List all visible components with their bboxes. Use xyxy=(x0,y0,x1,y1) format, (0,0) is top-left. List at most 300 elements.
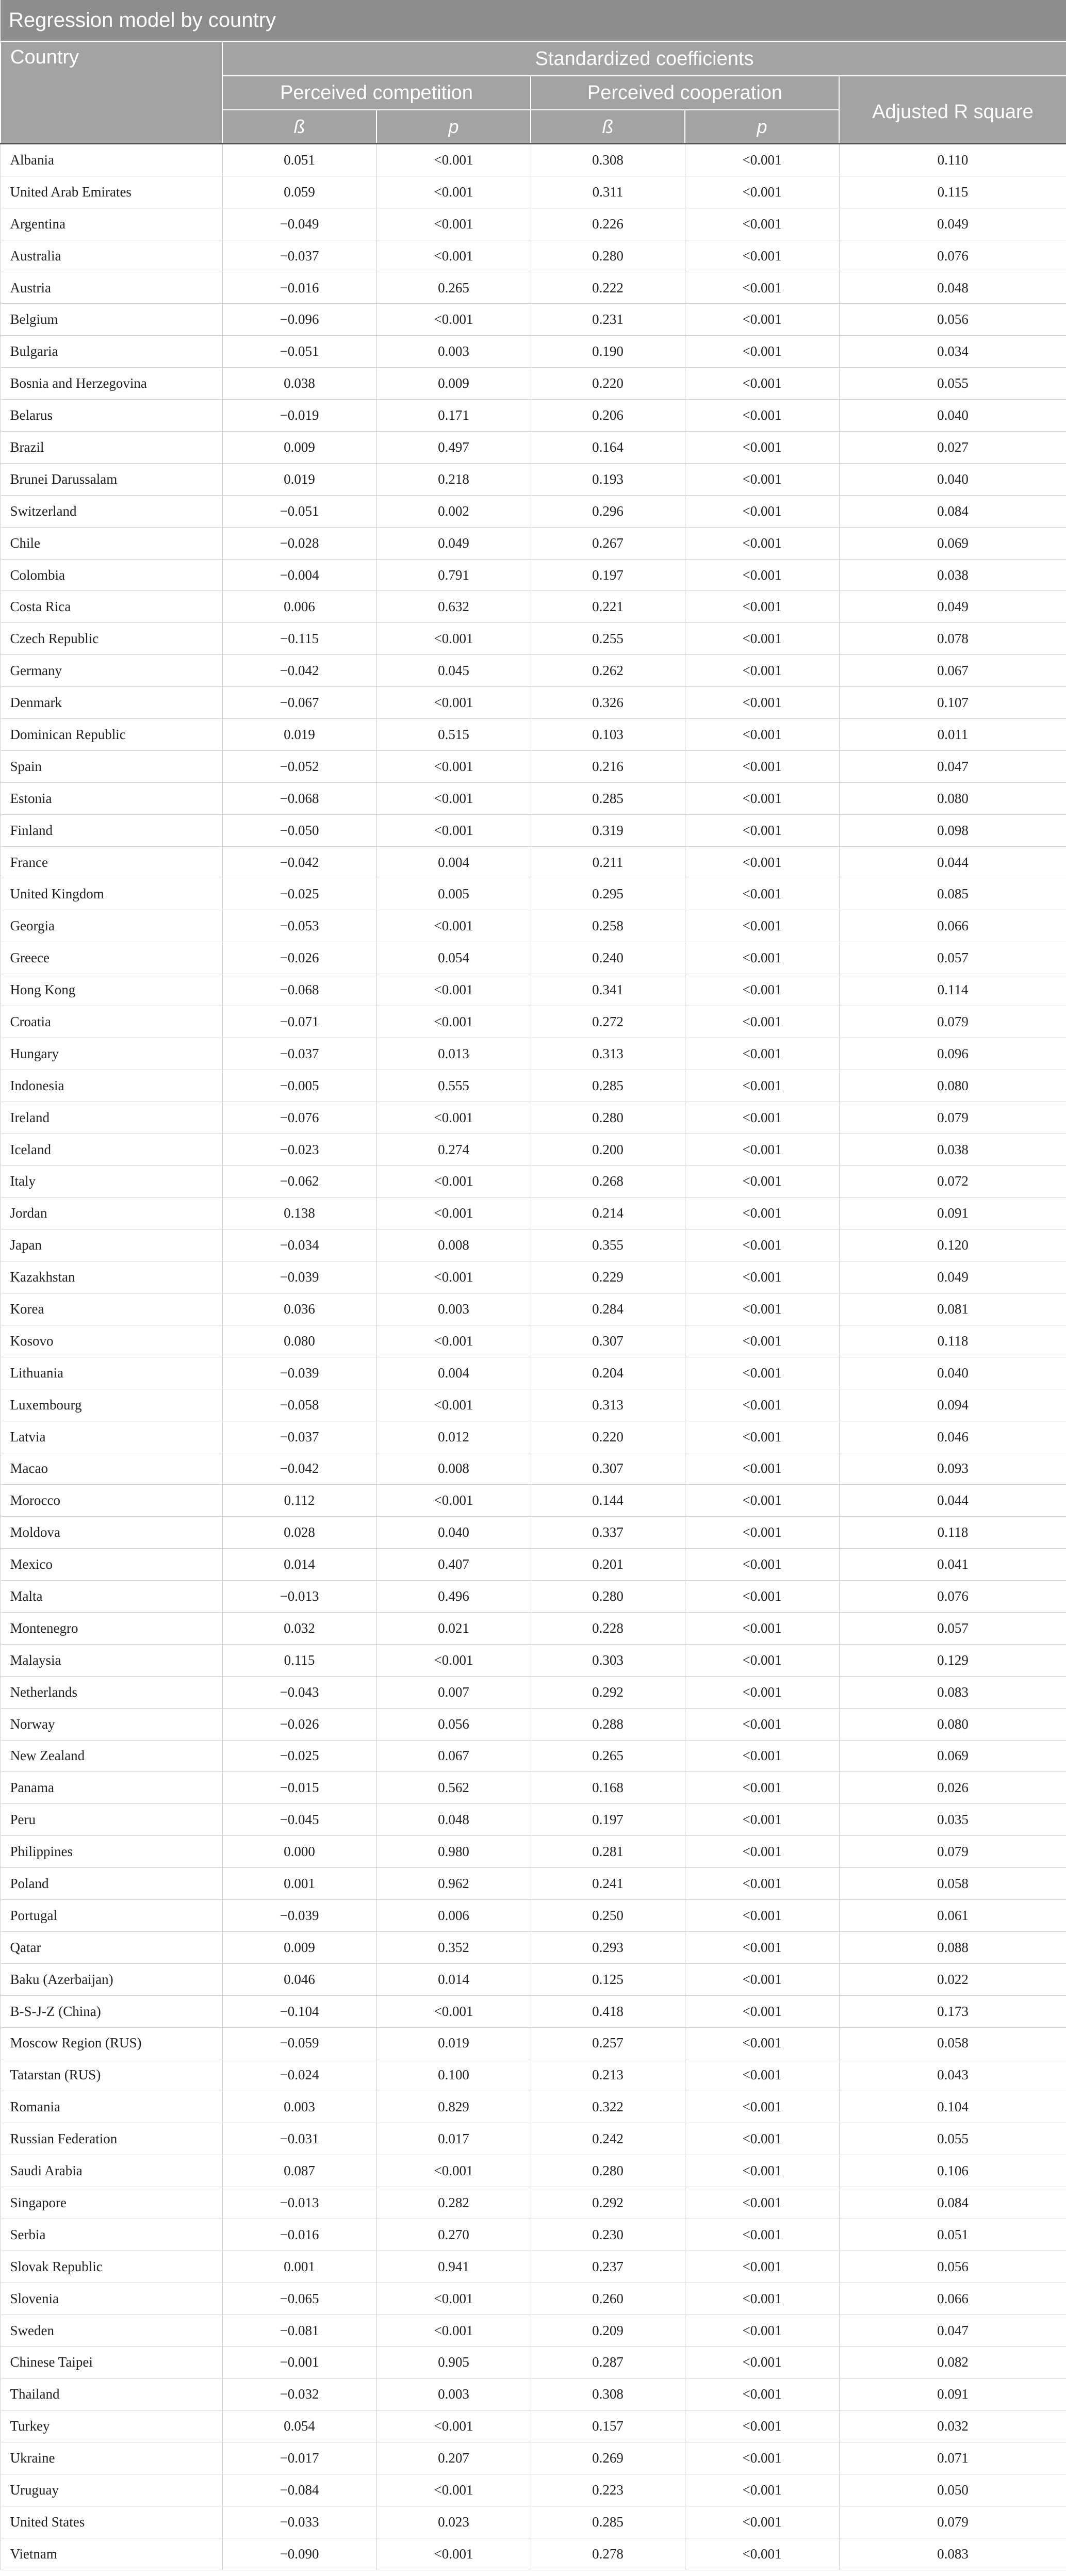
cooperation-p-cell: <0.001 xyxy=(685,1197,839,1229)
cooperation-beta-cell: 0.222 xyxy=(531,272,685,304)
adjusted-r-square-cell: 0.084 xyxy=(839,2187,1066,2219)
adjusted-r-square-cell: 0.079 xyxy=(839,1006,1066,1038)
cooperation-beta-cell: 0.313 xyxy=(531,1038,685,1070)
table-row xyxy=(1,687,1066,719)
competition-p-cell: 0.497 xyxy=(376,432,531,464)
cooperation-p-cell: <0.001 xyxy=(685,527,839,559)
cooperation-beta-cell: 0.220 xyxy=(531,1421,685,1453)
table-row xyxy=(1,304,1066,336)
table-row xyxy=(1,591,1066,623)
country-column-header: Country xyxy=(1,42,222,144)
competition-beta-cell: 0.038 xyxy=(222,368,376,400)
competition-p-cell: <0.001 xyxy=(376,1166,531,1197)
table-row xyxy=(1,1549,1066,1581)
country-cell: Austria xyxy=(1,272,222,304)
cooperation-p-cell: <0.001 xyxy=(685,1229,839,1261)
competition-beta-cell: −0.081 xyxy=(222,2315,376,2347)
cooperation-beta-cell: 0.341 xyxy=(531,974,685,1006)
table-row xyxy=(1,463,1066,495)
competition-p-cell: 0.270 xyxy=(376,2219,531,2251)
competition-beta-cell: −0.025 xyxy=(222,1740,376,1772)
competition-beta-cell: 0.000 xyxy=(222,1836,376,1868)
cooperation-p-cell: <0.001 xyxy=(685,1708,839,1740)
competition-p-header: p xyxy=(376,110,531,144)
country-cell: Denmark xyxy=(1,687,222,719)
cooperation-p-cell: <0.001 xyxy=(685,1293,839,1325)
competition-p-cell: <0.001 xyxy=(376,144,531,176)
adjusted-r-square-cell: 0.032 xyxy=(839,2410,1066,2442)
adjusted-r-square-cell: 0.107 xyxy=(839,687,1066,719)
cooperation-p-cell: <0.001 xyxy=(685,240,839,272)
table-row xyxy=(1,910,1066,942)
competition-p-cell: 0.017 xyxy=(376,2123,531,2155)
competition-beta-cell: −0.017 xyxy=(222,2442,376,2474)
country-cell: Mexico xyxy=(1,1549,222,1581)
cooperation-beta-cell: 0.285 xyxy=(531,2506,685,2538)
cooperation-beta-cell: 0.287 xyxy=(531,2347,685,2378)
competition-beta-cell: −0.051 xyxy=(222,495,376,527)
adjusted-r-square-cell: 0.076 xyxy=(839,1581,1066,1613)
country-cell: Finland xyxy=(1,814,222,846)
cooperation-p-cell: <0.001 xyxy=(685,1804,839,1836)
country-cell: Chinese Taipei xyxy=(1,2347,222,2378)
cooperation-beta-cell: 0.230 xyxy=(531,2219,685,2251)
competition-p-cell: 0.003 xyxy=(376,336,531,368)
country-cell: Chile xyxy=(1,527,222,559)
cooperation-beta-cell: 0.262 xyxy=(531,655,685,687)
table-row xyxy=(1,1868,1066,1900)
country-cell: Saudi Arabia xyxy=(1,2155,222,2187)
competition-beta-cell: −0.015 xyxy=(222,1772,376,1804)
adjusted-r-square-cell: 0.110 xyxy=(839,144,1066,176)
cooperation-beta-cell: 0.241 xyxy=(531,1868,685,1900)
country-cell: United Kingdom xyxy=(1,878,222,910)
adjusted-r-square-cell: 0.104 xyxy=(839,2091,1066,2123)
competition-beta-cell: −0.076 xyxy=(222,1102,376,1134)
table-row xyxy=(1,2027,1066,2059)
adjusted-r-square-cell: 0.057 xyxy=(839,1612,1066,1644)
competition-beta-cell: −0.050 xyxy=(222,814,376,846)
competition-beta-cell: −0.084 xyxy=(222,2474,376,2506)
competition-beta-cell: −0.001 xyxy=(222,2347,376,2378)
adjusted-r-square-cell: 0.046 xyxy=(839,1421,1066,1453)
competition-beta-cell: 0.009 xyxy=(222,432,376,464)
cooperation-beta-cell: 0.229 xyxy=(531,1261,685,1293)
competition-p-cell: 0.048 xyxy=(376,1804,531,1836)
cooperation-p-cell: <0.001 xyxy=(685,591,839,623)
cooperation-beta-cell: 0.226 xyxy=(531,208,685,240)
competition-beta-cell: 0.087 xyxy=(222,2155,376,2187)
country-cell: B-S-J-Z (China) xyxy=(1,1995,222,2027)
cooperation-p-cell: <0.001 xyxy=(685,2378,839,2410)
cooperation-p-cell: <0.001 xyxy=(685,2251,839,2283)
adjusted-r-square-cell: 0.022 xyxy=(839,1963,1066,1995)
competition-p-cell: 0.274 xyxy=(376,1134,531,1166)
country-cell: Belgium xyxy=(1,304,222,336)
adjusted-r-square-cell: 0.048 xyxy=(839,272,1066,304)
competition-beta-cell: 0.006 xyxy=(222,591,376,623)
table-row xyxy=(1,1197,1066,1229)
cooperation-beta-cell: 0.284 xyxy=(531,1293,685,1325)
cooperation-p-cell: <0.001 xyxy=(685,1453,839,1485)
adjusted-r-square-cell: 0.049 xyxy=(839,208,1066,240)
competition-beta-cell: −0.068 xyxy=(222,974,376,1006)
competition-beta-cell: −0.065 xyxy=(222,2283,376,2315)
competition-beta-cell: −0.019 xyxy=(222,400,376,432)
cooperation-beta-cell: 0.265 xyxy=(531,1740,685,1772)
country-cell: Tatarstan (RUS) xyxy=(1,2059,222,2091)
cooperation-p-cell: <0.001 xyxy=(685,2283,839,2315)
competition-beta-cell: −0.016 xyxy=(222,272,376,304)
competition-p-cell: <0.001 xyxy=(376,750,531,782)
cooperation-beta-cell: 0.272 xyxy=(531,1006,685,1038)
competition-p-cell: 0.562 xyxy=(376,1772,531,1804)
table-row xyxy=(1,1517,1066,1549)
cooperation-beta-cell: 0.278 xyxy=(531,2538,685,2570)
table-row xyxy=(1,176,1066,208)
competition-beta-cell: −0.028 xyxy=(222,527,376,559)
cooperation-p-cell: <0.001 xyxy=(685,942,839,974)
competition-p-cell: <0.001 xyxy=(376,1102,531,1134)
table-row xyxy=(1,2155,1066,2187)
competition-p-cell: 0.013 xyxy=(376,1038,531,1070)
adjusted-r-square-cell: 0.051 xyxy=(839,2219,1066,2251)
adjusted-r-square-cell: 0.106 xyxy=(839,2155,1066,2187)
cooperation-beta-cell: 0.168 xyxy=(531,1772,685,1804)
adjusted-r-square-cell: 0.088 xyxy=(839,1931,1066,1963)
competition-p-cell: 0.021 xyxy=(376,1612,531,1644)
competition-beta-cell: 0.014 xyxy=(222,1549,376,1581)
adjusted-r-square-cell: 0.118 xyxy=(839,1517,1066,1549)
cooperation-p-cell: <0.001 xyxy=(685,1772,839,1804)
competition-beta-cell: −0.025 xyxy=(222,878,376,910)
competition-beta-cell: 0.051 xyxy=(222,144,376,176)
competition-p-cell: 0.040 xyxy=(376,1517,531,1549)
country-cell: Vietnam xyxy=(1,2538,222,2570)
country-cell: Macao xyxy=(1,1453,222,1485)
cooperation-beta-cell: 0.308 xyxy=(531,144,685,176)
adjusted-r-square-cell: 0.066 xyxy=(839,910,1066,942)
adjusted-r-square-cell: 0.041 xyxy=(839,1549,1066,1581)
cooperation-beta-cell: 0.204 xyxy=(531,1357,685,1389)
competition-p-cell: 0.100 xyxy=(376,2059,531,2091)
competition-beta-cell: −0.016 xyxy=(222,2219,376,2251)
country-cell: Japan xyxy=(1,1229,222,1261)
competition-p-cell: 0.407 xyxy=(376,1549,531,1581)
cooperation-beta-cell: 0.164 xyxy=(531,432,685,464)
cooperation-p-cell: <0.001 xyxy=(685,368,839,400)
country-cell: France xyxy=(1,846,222,878)
adjusted-r-square-cell: 0.040 xyxy=(839,400,1066,432)
cooperation-beta-cell: 0.260 xyxy=(531,2283,685,2315)
cooperation-beta-cell: 0.257 xyxy=(531,2027,685,2059)
competition-p-cell: 0.265 xyxy=(376,272,531,304)
cooperation-beta-cell: 0.223 xyxy=(531,2474,685,2506)
competition-p-cell: 0.555 xyxy=(376,1070,531,1102)
cooperation-beta-cell: 0.228 xyxy=(531,1612,685,1644)
competition-p-cell: 0.009 xyxy=(376,368,531,400)
cooperation-p-cell: <0.001 xyxy=(685,623,839,655)
adjusted-r-square-cell: 0.011 xyxy=(839,719,1066,751)
cooperation-p-cell: <0.001 xyxy=(685,1485,839,1517)
cooperation-p-cell: <0.001 xyxy=(685,495,839,527)
cooperation-beta-cell: 0.280 xyxy=(531,1102,685,1134)
cooperation-beta-cell: 0.197 xyxy=(531,559,685,591)
adjusted-r-square-cell: 0.040 xyxy=(839,1357,1066,1389)
competition-p-cell: <0.001 xyxy=(376,2283,531,2315)
cooperation-p-cell: <0.001 xyxy=(685,144,839,176)
country-cell: Brazil xyxy=(1,432,222,464)
cooperation-p-cell: <0.001 xyxy=(685,1995,839,2027)
cooperation-beta-cell: 0.103 xyxy=(531,719,685,751)
competition-beta-cell: −0.026 xyxy=(222,942,376,974)
table-row xyxy=(1,1581,1066,1613)
cooperation-p-cell: <0.001 xyxy=(685,687,839,719)
table-row xyxy=(1,240,1066,272)
table-row xyxy=(1,2251,1066,2283)
cooperation-beta-cell: 0.220 xyxy=(531,368,685,400)
cooperation-beta-cell: 0.157 xyxy=(531,2410,685,2442)
country-cell: Kosovo xyxy=(1,1325,222,1357)
table-row xyxy=(1,336,1066,368)
cooperation-beta-cell: 0.293 xyxy=(531,1931,685,1963)
table-row xyxy=(1,1261,1066,1293)
table-row xyxy=(1,1995,1066,2027)
cooperation-p-cell: <0.001 xyxy=(685,1963,839,1995)
cooperation-p-cell: <0.001 xyxy=(685,1899,839,1931)
country-cell: United Arab Emirates xyxy=(1,176,222,208)
country-cell: Serbia xyxy=(1,2219,222,2251)
cooperation-beta-cell: 0.211 xyxy=(531,846,685,878)
adjusted-r-square-cell: 0.129 xyxy=(839,1644,1066,1676)
adjusted-r-square-cell: 0.098 xyxy=(839,814,1066,846)
competition-p-cell: <0.001 xyxy=(376,304,531,336)
cooperation-beta-cell: 0.213 xyxy=(531,2059,685,2091)
competition-beta-cell: −0.115 xyxy=(222,623,376,655)
adjusted-r-square-cell: 0.049 xyxy=(839,1261,1066,1293)
competition-p-cell: <0.001 xyxy=(376,208,531,240)
table-row xyxy=(1,1453,1066,1485)
country-cell: Netherlands xyxy=(1,1676,222,1708)
cooperation-p-cell: <0.001 xyxy=(685,559,839,591)
competition-beta-cell: −0.013 xyxy=(222,2187,376,2219)
table-row xyxy=(1,2474,1066,2506)
country-cell: Korea xyxy=(1,1293,222,1325)
table-row xyxy=(1,1357,1066,1389)
cooperation-beta-cell: 0.125 xyxy=(531,1963,685,1995)
cooperation-p-cell: <0.001 xyxy=(685,655,839,687)
adjusted-r-square-cell: 0.096 xyxy=(839,1038,1066,1070)
table-row xyxy=(1,2538,1066,2570)
adjusted-r-square-cell: 0.055 xyxy=(839,2123,1066,2155)
competition-p-cell: 0.007 xyxy=(376,1676,531,1708)
country-cell: Russian Federation xyxy=(1,2123,222,2155)
table-row xyxy=(1,559,1066,591)
competition-beta-cell: −0.059 xyxy=(222,2027,376,2059)
adjusted-r-square-cell: 0.061 xyxy=(839,1899,1066,1931)
competition-p-cell: <0.001 xyxy=(376,910,531,942)
cooperation-p-cell: <0.001 xyxy=(685,1676,839,1708)
cooperation-beta-cell: 0.258 xyxy=(531,910,685,942)
adjusted-r-square-cell: 0.115 xyxy=(839,176,1066,208)
table-body xyxy=(1,144,1066,2570)
competition-beta-cell: −0.031 xyxy=(222,2123,376,2155)
competition-p-cell: 0.941 xyxy=(376,2251,531,2283)
competition-beta-cell: −0.033 xyxy=(222,2506,376,2538)
competition-p-cell: <0.001 xyxy=(376,1485,531,1517)
cooperation-beta-cell: 0.268 xyxy=(531,1166,685,1197)
table-row xyxy=(1,1772,1066,1804)
cooperation-beta-cell: 0.307 xyxy=(531,1453,685,1485)
cooperation-beta-cell: 0.231 xyxy=(531,304,685,336)
competition-beta-cell: −0.043 xyxy=(222,1676,376,1708)
cooperation-p-cell: <0.001 xyxy=(685,750,839,782)
table-row xyxy=(1,655,1066,687)
table-row xyxy=(1,1389,1066,1421)
cooperation-beta-cell: 0.303 xyxy=(531,1644,685,1676)
country-cell: Greece xyxy=(1,942,222,974)
country-cell: Panama xyxy=(1,1772,222,1804)
adjusted-r-square-cell: 0.081 xyxy=(839,1293,1066,1325)
cooperation-beta-cell: 0.201 xyxy=(531,1549,685,1581)
table-row xyxy=(1,1293,1066,1325)
cooperation-p-cell: <0.001 xyxy=(685,2091,839,2123)
cooperation-beta-cell: 0.308 xyxy=(531,2378,685,2410)
competition-p-cell: <0.001 xyxy=(376,1261,531,1293)
country-cell: Lithuania xyxy=(1,1357,222,1389)
adjusted-r-square-cell: 0.080 xyxy=(839,1708,1066,1740)
competition-p-cell: 0.023 xyxy=(376,2506,531,2538)
cooperation-beta-cell: 0.242 xyxy=(531,2123,685,2155)
perceived-competition-header: Perceived competition xyxy=(222,76,531,110)
cooperation-p-cell: <0.001 xyxy=(685,2506,839,2538)
table-row xyxy=(1,368,1066,400)
competition-beta-cell: −0.096 xyxy=(222,304,376,336)
competition-beta-cell: 0.019 xyxy=(222,463,376,495)
competition-p-cell: 0.002 xyxy=(376,495,531,527)
cooperation-p-cell: <0.001 xyxy=(685,2027,839,2059)
cooperation-p-header: p xyxy=(685,110,839,144)
country-cell: Czech Republic xyxy=(1,623,222,655)
table-row xyxy=(1,782,1066,814)
adjusted-r-square-cell: 0.084 xyxy=(839,495,1066,527)
cooperation-p-cell: <0.001 xyxy=(685,1740,839,1772)
cooperation-beta-cell: 0.269 xyxy=(531,2442,685,2474)
country-cell: Peru xyxy=(1,1804,222,1836)
competition-p-cell: <0.001 xyxy=(376,687,531,719)
country-cell: Australia xyxy=(1,240,222,272)
cooperation-beta-cell: 0.240 xyxy=(531,942,685,974)
table-row xyxy=(1,2123,1066,2155)
cooperation-beta-cell: 0.280 xyxy=(531,240,685,272)
table-row xyxy=(1,2347,1066,2378)
competition-beta-cell: 0.036 xyxy=(222,1293,376,1325)
competition-beta-cell: 0.115 xyxy=(222,1644,376,1676)
cooperation-beta-cell: 0.237 xyxy=(531,2251,685,2283)
cooperation-p-cell: <0.001 xyxy=(685,910,839,942)
competition-p-cell: <0.001 xyxy=(376,1644,531,1676)
adjusted-r-square-cell: 0.071 xyxy=(839,2442,1066,2474)
competition-beta-cell: −0.037 xyxy=(222,1421,376,1453)
competition-p-cell: 0.352 xyxy=(376,1931,531,1963)
cooperation-p-cell: <0.001 xyxy=(685,2347,839,2378)
cooperation-beta-cell: 0.190 xyxy=(531,336,685,368)
competition-p-cell: 0.005 xyxy=(376,878,531,910)
adjusted-r-square-cell: 0.058 xyxy=(839,2027,1066,2059)
competition-beta-cell: −0.026 xyxy=(222,1708,376,1740)
competition-beta-cell: −0.042 xyxy=(222,655,376,687)
cooperation-beta-cell: 0.319 xyxy=(531,814,685,846)
competition-beta-cell: −0.053 xyxy=(222,910,376,942)
country-cell: Albania xyxy=(1,144,222,176)
competition-p-cell: 0.632 xyxy=(376,591,531,623)
country-cell: Moscow Region (RUS) xyxy=(1,2027,222,2059)
cooperation-beta-cell: 0.285 xyxy=(531,782,685,814)
cooperation-p-cell: <0.001 xyxy=(685,2538,839,2570)
cooperation-p-cell: <0.001 xyxy=(685,1070,839,1102)
cooperation-p-cell: <0.001 xyxy=(685,1836,839,1868)
adjusted-r-square-cell: 0.055 xyxy=(839,368,1066,400)
competition-p-cell: 0.829 xyxy=(376,2091,531,2123)
table-row xyxy=(1,1931,1066,1963)
competition-p-cell: 0.006 xyxy=(376,1899,531,1931)
adjusted-r-square-cell: 0.082 xyxy=(839,2347,1066,2378)
adjusted-r-square-cell: 0.044 xyxy=(839,1485,1066,1517)
adjusted-r-square-cell: 0.083 xyxy=(839,2538,1066,2570)
adjusted-r-square-cell: 0.083 xyxy=(839,1676,1066,1708)
competition-beta-cell: −0.023 xyxy=(222,1134,376,1166)
competition-p-cell: <0.001 xyxy=(376,2474,531,2506)
country-cell: Latvia xyxy=(1,1421,222,1453)
cooperation-p-cell: <0.001 xyxy=(685,2059,839,2091)
table-row xyxy=(1,846,1066,878)
cooperation-beta-cell: 0.197 xyxy=(531,1804,685,1836)
competition-p-cell: <0.001 xyxy=(376,2155,531,2187)
country-cell: Sweden xyxy=(1,2315,222,2347)
cooperation-p-cell: <0.001 xyxy=(685,1517,839,1549)
competition-p-cell: <0.001 xyxy=(376,1389,531,1421)
country-cell: Colombia xyxy=(1,559,222,591)
cooperation-beta-cell: 0.307 xyxy=(531,1325,685,1357)
cooperation-p-cell: <0.001 xyxy=(685,1644,839,1676)
competition-beta-cell: −0.071 xyxy=(222,1006,376,1038)
country-cell: Poland xyxy=(1,1868,222,1900)
cooperation-p-cell: <0.001 xyxy=(685,719,839,751)
competition-p-cell: <0.001 xyxy=(376,782,531,814)
competition-beta-cell: −0.005 xyxy=(222,1070,376,1102)
competition-beta-cell: −0.062 xyxy=(222,1166,376,1197)
cooperation-p-cell: <0.001 xyxy=(685,1581,839,1613)
competition-beta-cell: 0.001 xyxy=(222,1868,376,1900)
table-row xyxy=(1,495,1066,527)
country-cell: Iceland xyxy=(1,1134,222,1166)
adjusted-r-square-cell: 0.040 xyxy=(839,463,1066,495)
adjusted-r-square-cell: 0.173 xyxy=(839,1995,1066,2027)
competition-p-cell: <0.001 xyxy=(376,2410,531,2442)
table-row xyxy=(1,1134,1066,1166)
country-cell: Estonia xyxy=(1,782,222,814)
adjusted-r-square-cell: 0.038 xyxy=(839,1134,1066,1166)
cooperation-beta-cell: 0.337 xyxy=(531,1517,685,1549)
adjusted-r-square-cell: 0.066 xyxy=(839,2283,1066,2315)
country-cell: Jordan xyxy=(1,1197,222,1229)
competition-p-cell: <0.001 xyxy=(376,1006,531,1038)
adjusted-r-square-cell: 0.085 xyxy=(839,878,1066,910)
adjusted-r-square-cell: 0.069 xyxy=(839,1740,1066,1772)
table-row xyxy=(1,272,1066,304)
table-row xyxy=(1,750,1066,782)
table-row xyxy=(1,878,1066,910)
